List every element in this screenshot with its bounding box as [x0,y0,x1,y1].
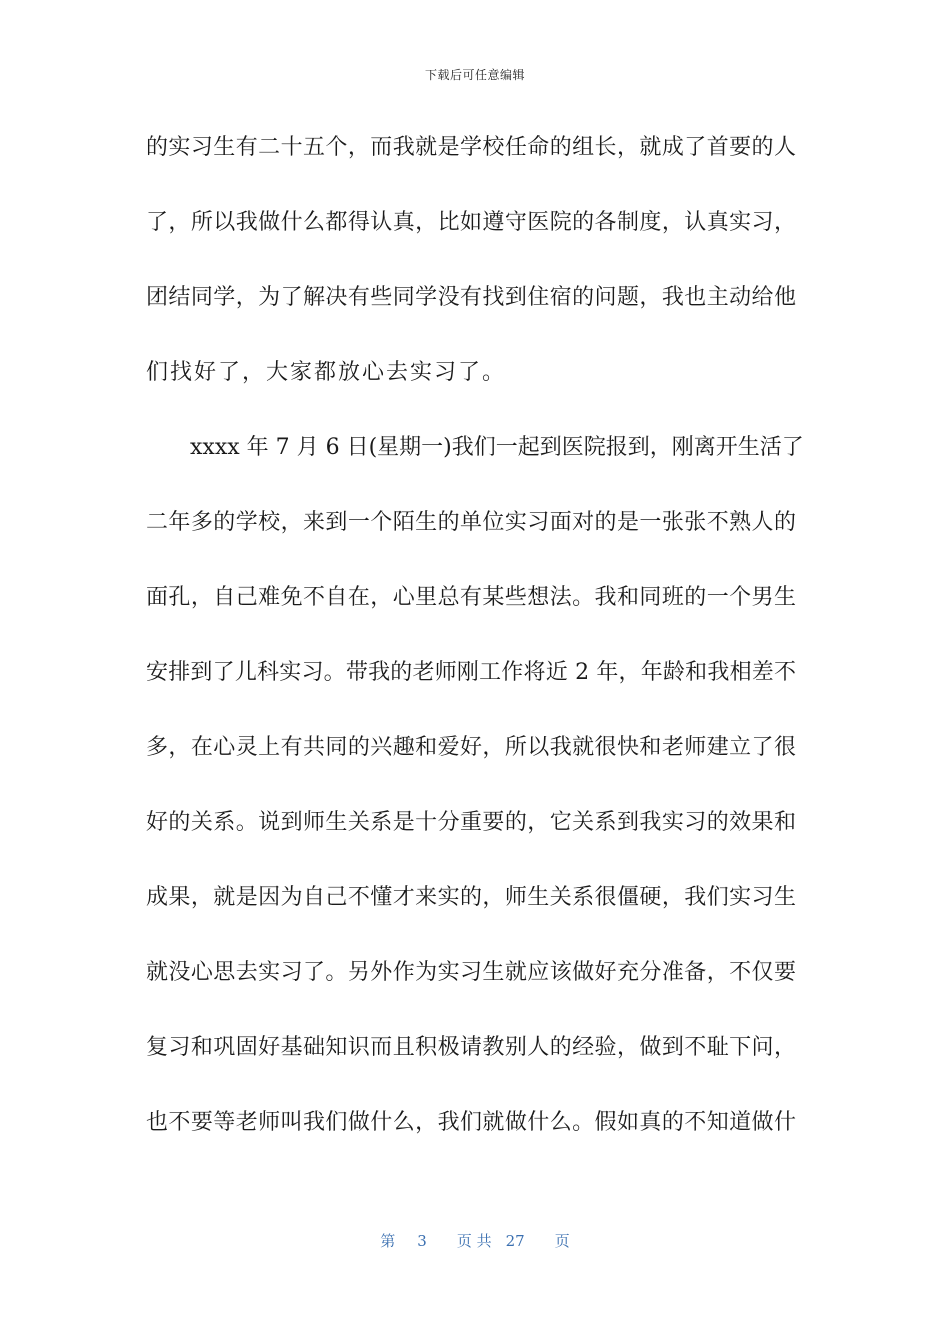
text-line: 成果，就是因为自己不懂才来实的，师生关系很僵硬，我们实习生 [146,885,796,910]
text-line: 的实习生有二十五个，而我就是学校任命的组长，就成了首要的人 [146,135,796,160]
footer-mid: 页 共 [456,1232,492,1250]
footer-prefix: 第 [380,1232,396,1250]
text-line: 团结同学，为了解决有些同学没有找到住宿的问题，我也主动给他 [146,285,796,310]
page-footer [0,1230,950,1251]
text-line: 多，在心灵上有共同的兴趣和爱好，所以我就很快和老师建立了很 [146,735,796,760]
text-line: 也不要等老师叫我们做什么，我们就做什么。假如真的不知道做什 [146,1110,796,1135]
footer-page-number: 3 [417,1232,427,1250]
text-line: 们找好了，大家都放心去实习了。 [146,360,507,385]
text-line: 面孔，自己难免不自在，心里总有某些想法。我和同班的一个男生 [146,585,796,610]
text-line: 了，所以我做什么都得认真，比如遵守医院的各制度，认真实习， [146,210,796,235]
text-line: xxxx 年 7 月 6 日(星期一)我们一起到医院报到，刚离开生活了 [190,435,804,460]
text-line: 好的关系。说到师生关系是十分重要的，它关系到我实习的效果和 [146,810,796,835]
text-line: 安排到了儿科实习。带我的老师刚工作将近 2 年，年龄和我相差不 [146,660,796,685]
footer-total-pages: 27 [505,1232,525,1250]
footer-suffix: 页 [554,1232,570,1250]
page-header: 下载后可任意编辑 [424,68,525,82]
text-line: 复习和巩固好基础知识而且积极请教别人的经验，做到不耻下问， [146,1035,796,1060]
text-line: 二年多的学校，来到一个陌生的单位实习面对的是一张张不熟人的 [146,510,796,535]
text-line: 就没心思去实习了。另外作为实习生就应该做好充分准备，不仅要 [146,960,796,985]
